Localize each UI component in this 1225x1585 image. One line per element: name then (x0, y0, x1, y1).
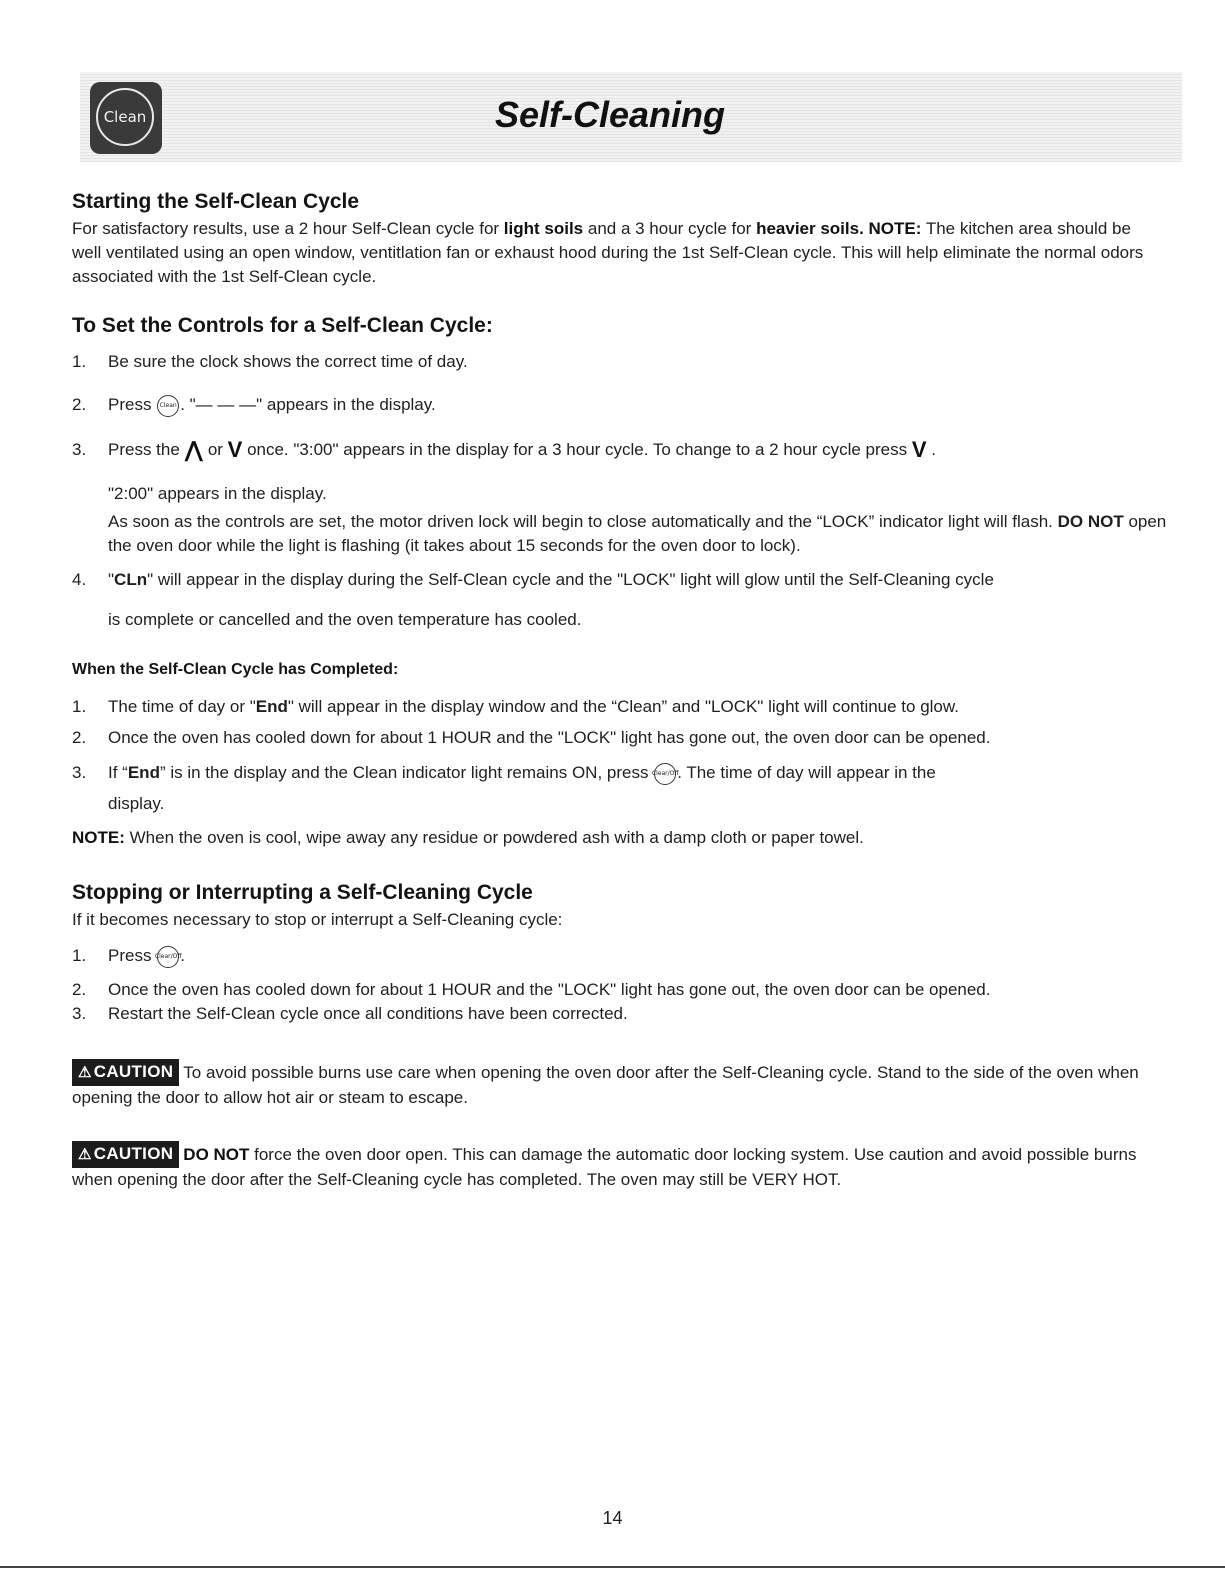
set-step-3-continuation-1: "2:00" appears in the display. (108, 484, 327, 503)
clean-icon-label: Clean (103, 108, 147, 126)
starting-text-3: The kitchen area should be well ventilated using an open window, ventitlation fan or exhaust hood during the 1st Self-Clean cycle. This will help eliminate the normal odors associated with the 1st Self-Clean cycle. (72, 219, 1144, 286)
section-heading-starting: Starting the Self-Clean Cycle (72, 190, 360, 213)
step-text-part: " (108, 570, 115, 589)
up-arrow-icon: ⋀ (184, 437, 204, 462)
step-number: 2. (72, 980, 87, 999)
step-text: Be sure the clock shows the correct time of day. (108, 352, 468, 371)
step-text-part: If “ (108, 763, 128, 782)
section-heading-stopping: Stopping or Interrupting a Self-Cleaning Cycle (72, 881, 533, 904)
page-title: Self-Cleaning (494, 94, 726, 135)
step-number: 1. (72, 946, 87, 965)
step-number: 3. (72, 1004, 87, 1023)
key-label: Clean (159, 402, 177, 410)
step-text-part: As soon as the controls are set, the motor driven lock will begin to close automatically and the “LOCK” indicator light will flash. (108, 512, 1058, 531)
key-label-line-2: /Off (170, 953, 182, 961)
starting-bold-1: light soils (503, 219, 584, 238)
clean-icon (90, 82, 162, 154)
starting-bold-2: heavier soils. NOTE: (756, 219, 922, 238)
bottom-rule (0, 1566, 1225, 1568)
step-text (108, 438, 1158, 462)
stopping-intro: If it becomes necessary to stop or interrupt a Self-Cleaning cycle: (72, 910, 563, 929)
starting-text-1: For satisfactory results, use a 2 hour Self-Clean cycle for (72, 219, 504, 238)
step-text (108, 944, 1158, 968)
key-label-line-1: Clear (154, 953, 171, 961)
step-text-part: ” is in the display and the Clean indicator light remains ON, press (159, 763, 654, 782)
caution-badge (72, 1059, 179, 1086)
step-text (108, 568, 1158, 592)
step-text-part: open the oven door while the light is flashing (it takes about 15 seconds for the oven door to lock). (108, 512, 1167, 555)
warning-triangle-icon: ⚠ (78, 1064, 92, 1081)
end-bold: End (255, 697, 288, 716)
clean-icon-ring (96, 88, 154, 146)
do-not-bold: DO NOT (1057, 512, 1124, 531)
step-text: Once the oven has cooled down for about 1 HOUR and the "LOCK" light has gone out, the oven door can be opened. (108, 728, 991, 747)
do-not-bold: DO NOT (183, 1145, 250, 1164)
step-text-part: . (926, 440, 936, 459)
step-text (108, 393, 1158, 417)
page-number: 14 (602, 1508, 623, 1528)
step-text-part: " will appear in the display during the Self-Clean cycle and the "LOCK" light will glow until the Self-Cleaning cycle (147, 570, 994, 589)
step-text (108, 695, 1158, 719)
step-text (108, 761, 1158, 785)
caution-block-2 (72, 1141, 1152, 1192)
caution-badge-label: CAUTION (93, 1062, 174, 1081)
clear-off-key-icon (651, 763, 679, 785)
note-label: NOTE: (72, 828, 125, 847)
warning-triangle-icon: ⚠ (78, 1146, 92, 1163)
step-text-part: . "— — —" appears in the display. (180, 395, 436, 414)
step-text: Once the oven has cooled down for about 1 HOUR and the "LOCK" light has gone out, the oven door can be opened. (108, 980, 991, 999)
caution-text: To avoid possible burns use care when opening the oven door after the Self-Cleaning cycle. Stand to the side of the oven when opening the door to allow hot air or steam to escape. (72, 1063, 1139, 1107)
clean-key-icon (157, 395, 179, 417)
set-step-4-continuation: is complete or cancelled and the oven temperature has cooled. (108, 610, 582, 629)
step-number: 2. (72, 728, 87, 747)
step-number: 4. (72, 570, 87, 589)
section-heading-set-controls: To Set the Controls for a Self-Clean Cycle: (72, 314, 493, 337)
step-text-part: Press the (108, 440, 185, 459)
caution-badge (72, 1141, 179, 1168)
caution-block-1 (72, 1059, 1152, 1110)
step-number: 1. (72, 697, 87, 716)
down-arrow-icon: V (911, 437, 927, 462)
section-heading-completed: When the Self-Clean Cycle has Completed: (72, 661, 399, 678)
down-arrow-icon: V (227, 437, 243, 462)
starting-paragraph (72, 217, 1152, 289)
step-text-part: Press (108, 946, 157, 965)
key-label-line-1: Clear (651, 770, 668, 778)
step-text: Restart the Self-Clean cycle once all conditions have been corrected. (108, 1004, 628, 1023)
caution-text: force the oven door open. This can damage the automatic door locking system. Use caution and avoid possible burns when opening the door after the Self-Cleaning cycle has completed. The oven may still be VERY HOT. (72, 1145, 1137, 1189)
caution-badge-label: CAUTION (93, 1144, 174, 1163)
key-label-line-2: /Off (667, 770, 679, 778)
step-text-part: The time of day or " (108, 697, 256, 716)
step-text-part: or (203, 440, 228, 459)
set-step-3-continuation-2 (108, 510, 1168, 558)
step-text-part: Press (108, 395, 157, 414)
completed-step-3-continuation: display. (108, 794, 165, 813)
step-number: 1. (72, 352, 87, 371)
step-number: 3. (72, 763, 87, 782)
completed-note (72, 826, 1152, 850)
step-number: 2. (72, 395, 87, 414)
step-text-part: . The time of day will appear in the (677, 763, 936, 782)
end-bold: End (127, 763, 160, 782)
cln-bold: CLn (114, 570, 148, 589)
starting-text-2: and a 3 hour cycle for (583, 219, 757, 238)
step-text-part: once. "3:00" appears in the display for a 3 hour cycle. To change to a 2 hour cycle press (242, 440, 912, 459)
note-text: When the oven is cool, wipe away any residue or powdered ash with a damp cloth or paper towel. (124, 828, 864, 847)
step-text-part: " will appear in the display window and the “Clean” and "LOCK" light will continue to glow. (287, 697, 959, 716)
step-text-part: . (180, 946, 185, 965)
step-number: 3. (72, 440, 87, 459)
clear-off-key-icon (154, 946, 182, 968)
